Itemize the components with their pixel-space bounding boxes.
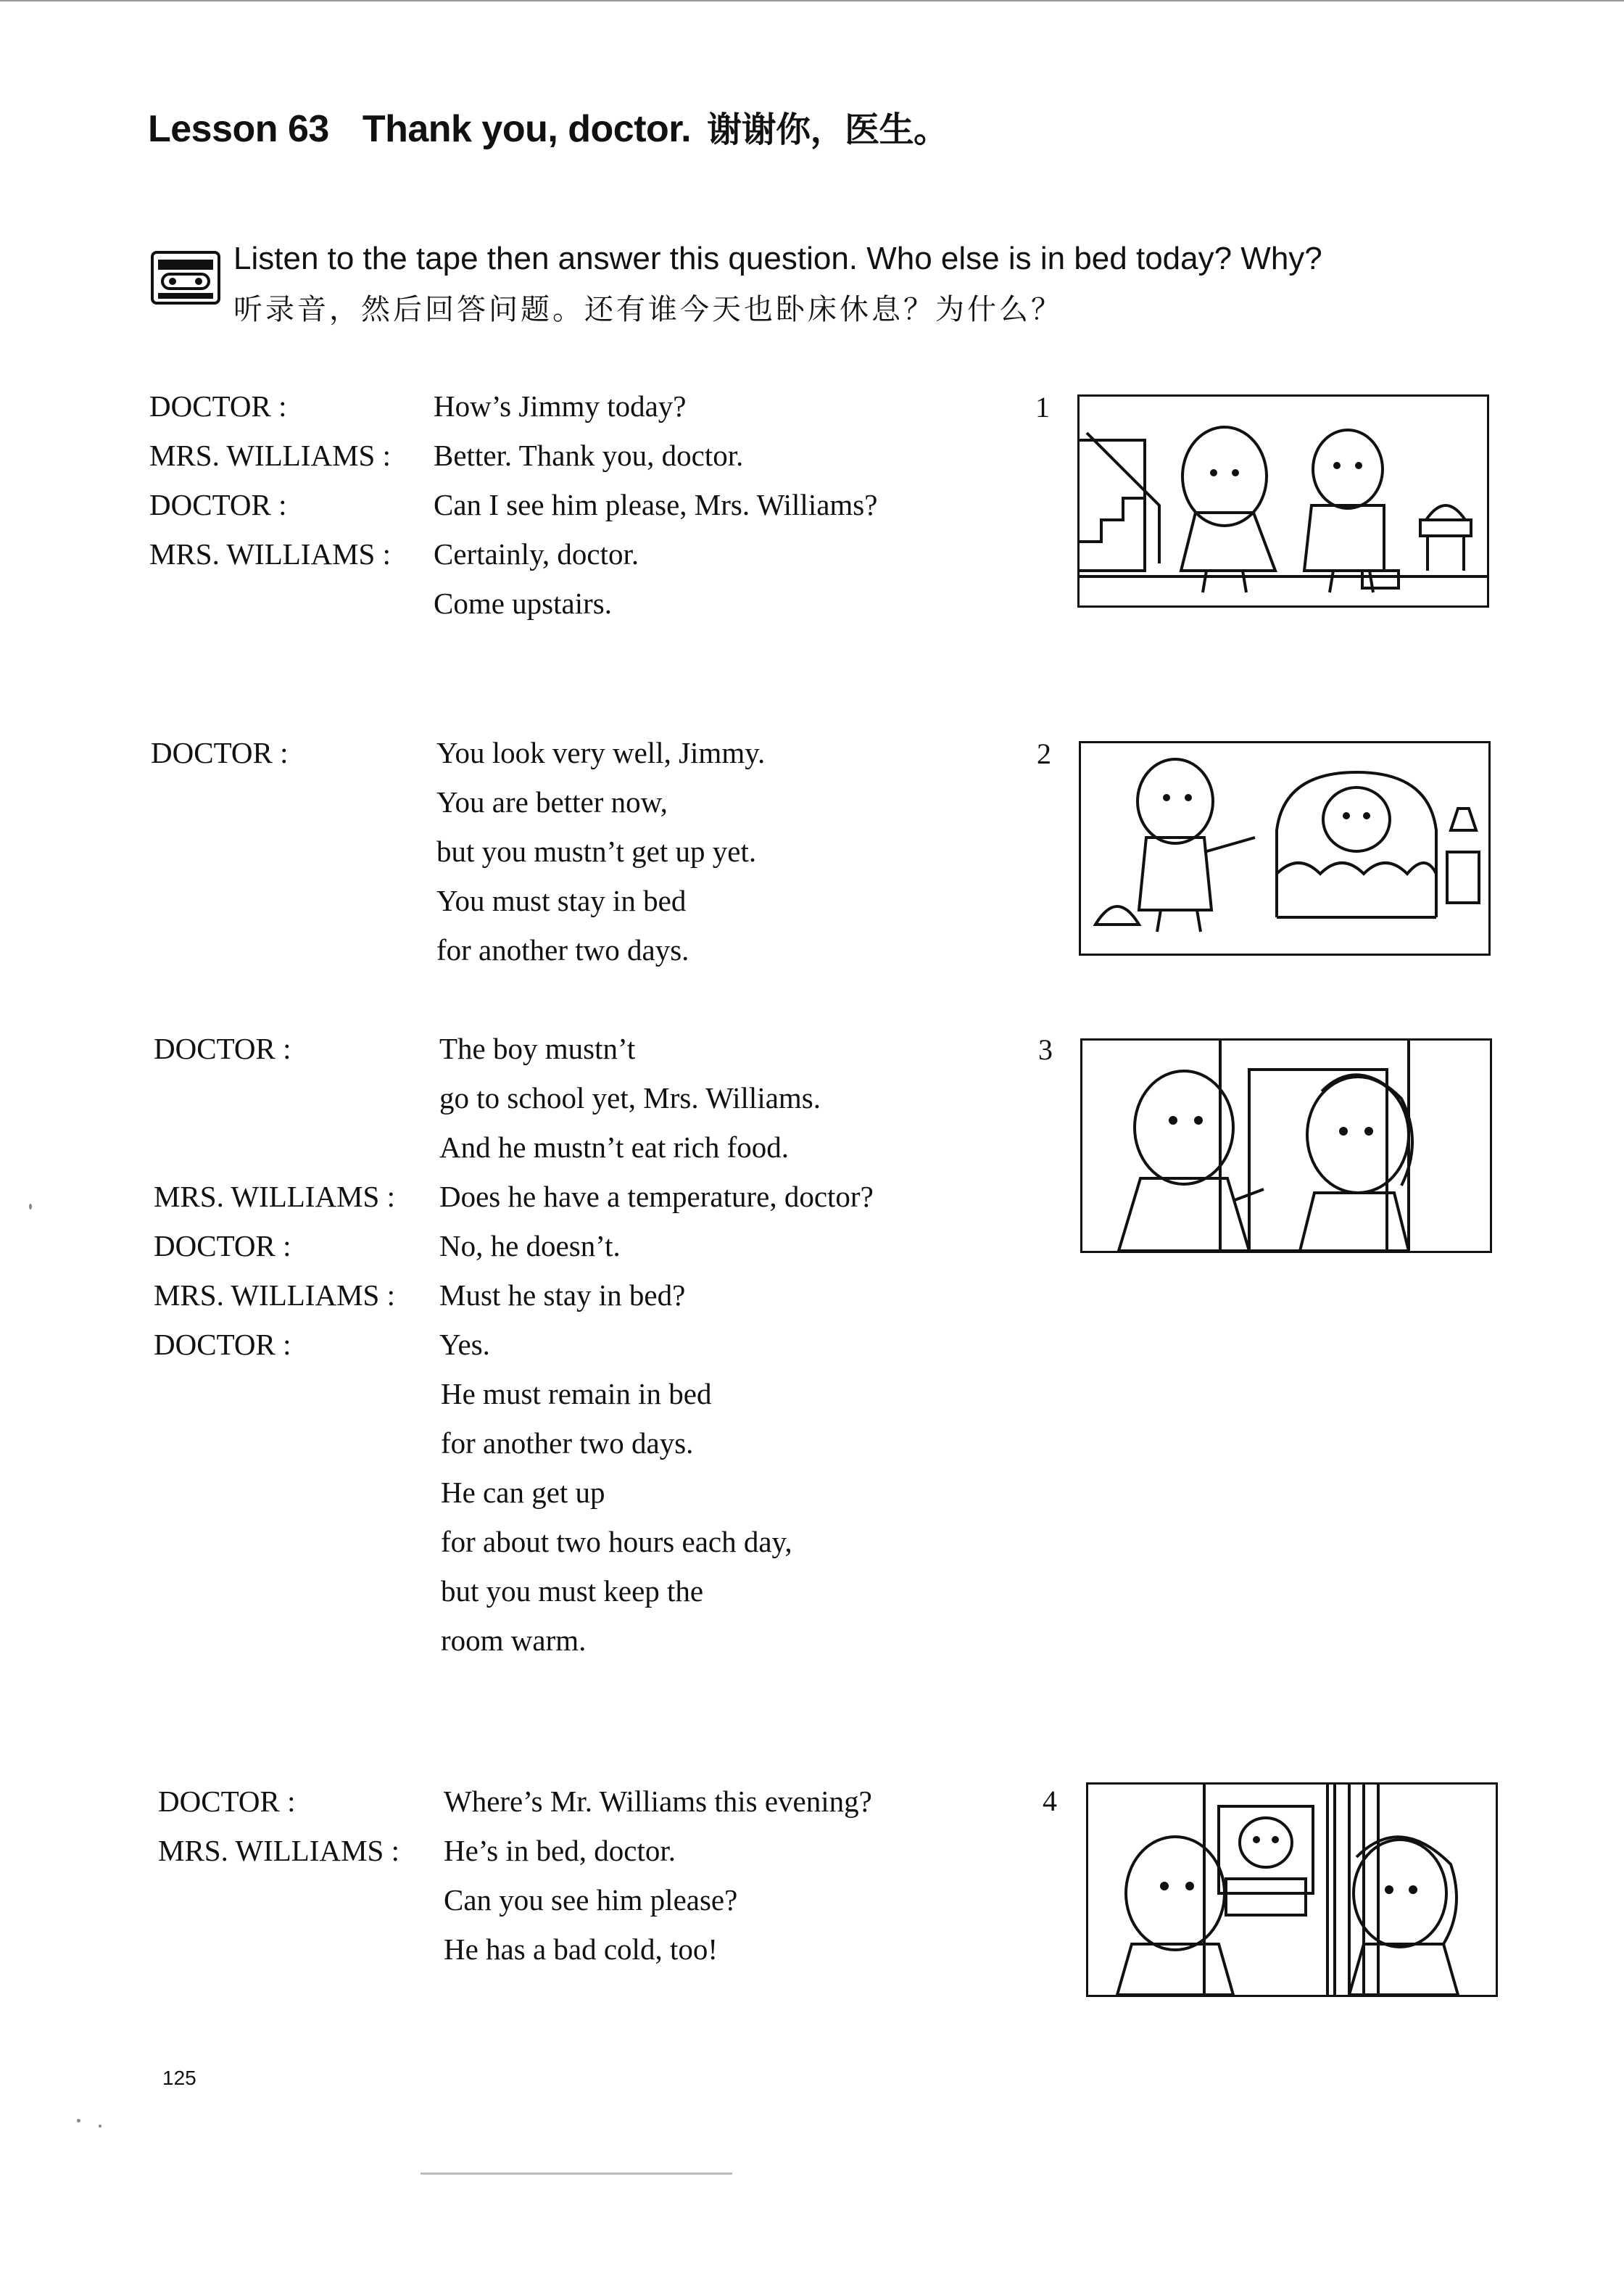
dialogue-line: You look very well, Jimmy. [436, 736, 766, 769]
picture-number: 1 [1035, 391, 1050, 423]
dialogue-section-4 [158, 1784, 1028, 2001]
dialogue-line: Must he stay in bed? [439, 1278, 686, 1312]
dialogue-line: He’s in bed, doctor. [444, 1834, 676, 1867]
scan-speck [77, 2119, 80, 2122]
dialogue-line: You are better now, [436, 785, 668, 819]
dialogue-line: He can get up [441, 1476, 605, 1509]
dialogue-line: Where’s Mr. Williams this evening? [444, 1785, 872, 1818]
dialogue-line: for another two days. [436, 933, 689, 967]
dialogue-line: Come upstairs. [434, 587, 612, 620]
instruction-chinese: 听录音，然后回答问题。还有谁今天也卧床休息？为什么？ [233, 293, 1063, 326]
dialogue-line: Better. Thank you, doctor. [434, 439, 744, 472]
speaker-label: DOCTOR : [149, 488, 287, 521]
dialogue-line: Yes. [439, 1328, 490, 1361]
dialogue-line: How’s Jimmy today? [434, 389, 687, 423]
dialogue-line: He must remain in bed [441, 1377, 712, 1410]
illustration-3 [1080, 1038, 1492, 1253]
scan-speck [29, 1204, 32, 1210]
dialogue-section-1 [149, 389, 1019, 650]
dialogue-line: Certainly, doctor. [434, 537, 639, 571]
top-rule [0, 0, 1624, 1]
speaker-label: DOCTOR : [158, 1785, 296, 1818]
lesson-number: Lesson 63 [148, 108, 329, 150]
speaker-label: DOCTOR : [154, 1328, 291, 1361]
illustration-2 [1079, 741, 1491, 956]
dialogue-line: Can you see him please? [444, 1883, 738, 1917]
lesson-title-en: Thank you, doctor. [362, 108, 692, 150]
dialogue-line: for about two hours each day, [441, 1525, 792, 1558]
dialogue-line: but you must keep the [441, 1574, 704, 1608]
instruction-english: Listen to the tape then answer this question. Who else is in bed today? Why? [233, 241, 1322, 276]
dialogue-section-2 [151, 735, 1021, 982]
dialogue-section-3 [154, 1031, 1024, 1684]
dialogue-line: Can I see him please, Mrs. Williams? [434, 488, 878, 521]
illustration-1 [1077, 394, 1489, 608]
speaker-label: MRS. WILLIAMS : [158, 1834, 399, 1867]
dialogue-line: No, he doesn’t. [439, 1229, 621, 1262]
lesson-title-zh: 谢谢你，医生。 [707, 109, 948, 150]
speaker-label: DOCTOR : [151, 736, 289, 769]
cassette-tape-icon [151, 251, 220, 305]
illustration-4 [1086, 1782, 1498, 1997]
picture-number: 2 [1037, 737, 1051, 770]
dialogue-line: The boy mustn’t [439, 1032, 636, 1065]
speaker-label: MRS. WILLIAMS : [149, 537, 391, 571]
dialogue-line: but you mustn’t get up yet. [436, 835, 757, 868]
dialogue-line: room warm. [441, 1624, 587, 1657]
scan-streak [420, 2172, 732, 2175]
dialogue-line: for another two days. [441, 1426, 694, 1460]
picture-number: 3 [1038, 1033, 1053, 1066]
speaker-label: MRS. WILLIAMS : [154, 1278, 395, 1312]
speaker-label: MRS. WILLIAMS : [154, 1180, 395, 1213]
dialogue-line: He has a bad cold, too! [444, 1932, 718, 1966]
page-number: 125 [162, 2067, 196, 2089]
listening-instruction [233, 233, 1322, 335]
dialogue-line: Does he have a temperature, doctor? [439, 1180, 874, 1213]
dialogue-line: go to school yet, Mrs. Williams. [439, 1081, 821, 1115]
speaker-label: DOCTOR : [154, 1032, 291, 1065]
dialogue-line: You must stay in bed [436, 884, 687, 917]
dialogue-line: And he mustn’t eat rich food. [439, 1130, 790, 1164]
scan-speck [99, 2125, 102, 2128]
speaker-label: DOCTOR : [149, 389, 287, 423]
speaker-label: MRS. WILLIAMS : [149, 439, 391, 472]
picture-number: 4 [1043, 1785, 1057, 1817]
speaker-label: DOCTOR : [154, 1229, 291, 1262]
lesson-title [148, 102, 948, 152]
